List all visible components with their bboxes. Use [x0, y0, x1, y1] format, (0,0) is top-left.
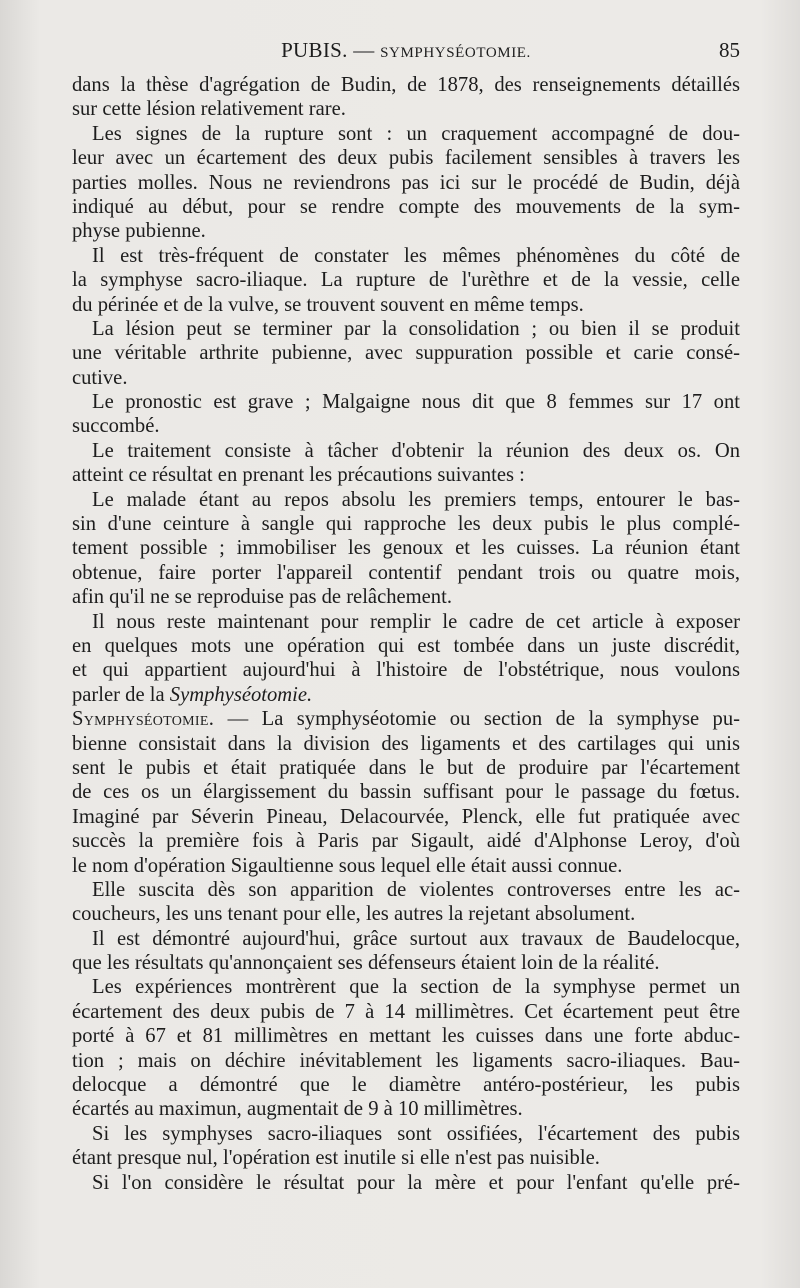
- line-text: sin d'une ceinture à sangle qui rapproche les deux pubis le plus complé-: [72, 513, 740, 536]
- text-line: [72, 1049, 740, 1073]
- line-text: physe pubienne.: [72, 220, 206, 243]
- line-text: Il est démontré aujourd'hui, grâce surtout aux travaux de Baudelocque,: [92, 927, 740, 950]
- text-line: [72, 732, 740, 756]
- text-line: [72, 244, 740, 268]
- line-text: afin qu'il ne se reproduise pas de relâchement.: [72, 586, 452, 609]
- text-line: [72, 171, 740, 195]
- text-line: [72, 488, 740, 512]
- text-line: [72, 927, 740, 951]
- text-line: [72, 536, 740, 560]
- text-line: [72, 97, 740, 121]
- line-text: parties molles. Nous ne reviendrons pas ici sur le procédé de Budin, déjà: [72, 171, 740, 194]
- text-line: [72, 780, 740, 804]
- text-line: [72, 585, 740, 609]
- italic-term: Symphyséotomie.: [169, 683, 313, 706]
- text-line: [72, 341, 740, 365]
- text-line: [72, 268, 740, 292]
- line-text: Les expériences montrèrent que la section de la symphyse permet un: [92, 976, 740, 999]
- line-text: leur avec un écartement des deux pubis facilement sensibles à travers les: [72, 147, 740, 170]
- line-text: succombé.: [72, 415, 160, 438]
- text-line: [72, 512, 740, 536]
- line-text: Si l'on considère le résultat pour la mère et pour l'enfant qu'elle pré-: [92, 1171, 740, 1194]
- line-text: en quelques mots une opération qui est tombée dans un juste discrédit,: [72, 634, 740, 657]
- text-line: [72, 293, 740, 317]
- running-title-main: PUBIS. —: [281, 38, 375, 62]
- text-line: [72, 195, 740, 219]
- text-line: [72, 634, 740, 658]
- line-text: la symphyse sacro-iliaque. La rupture de l'urèthre et de la vessie, celle: [72, 269, 740, 292]
- line-text: Les signes de la rupture sont : un craquement accompagné de dou-: [92, 122, 740, 145]
- line-text: Le pronostic est grave ; Malgaigne nous dit que 8 femmes sur 17 ont: [92, 391, 740, 414]
- text-line: [72, 902, 740, 926]
- page-number: 85: [719, 38, 740, 62]
- line-text: bienne consistait dans la division des ligaments et des cartilages qui unis: [72, 732, 740, 755]
- text-line: [72, 414, 740, 438]
- text-line: [72, 1073, 740, 1097]
- line-text: dans la thèse d'agrégation de Budin, de 1878, des renseignements détaillés: [72, 74, 740, 96]
- running-head: [72, 38, 740, 68]
- line-text: une véritable arthrite pubienne, avec suppuration possible et carie consé-: [72, 342, 740, 365]
- line-text: parler de la: [72, 683, 165, 706]
- line-text: obtenue, faire porter l'appareil contentif pendant trois ou quatre mois,: [72, 561, 740, 584]
- line-text: succès la première fois à Paris par Sigault, aidé d'Alphonse Leroy, d'où: [72, 830, 740, 853]
- text-line: [72, 561, 740, 585]
- section-heading: Symphyséotomie.: [72, 708, 215, 731]
- line-text: du périnée et de la vulve, se trouvent souvent en même temps.: [72, 293, 584, 316]
- text-line: [72, 658, 740, 682]
- line-text: Elle suscita dès son apparition de violentes controverses entre les ac-: [92, 878, 740, 901]
- line-text: sur cette lésion relativement rare.: [72, 98, 346, 121]
- line-text: cutive.: [72, 366, 128, 389]
- line-text: Si les symphyses sacro-iliaques sont ossifiées, l'écartement des pubis: [92, 1122, 740, 1145]
- line-text: Le malade étant au repos absolu les premiers temps, entourer le bas-: [92, 488, 740, 511]
- line-text: écartement des deux pubis de 7 à 14 millimètres. Cet écartement peut être: [72, 1000, 740, 1023]
- line-text: Il est très-fréquent de constater les mêmes phénomènes du côté de: [92, 244, 740, 267]
- text-line: [72, 463, 740, 487]
- body-text: [72, 73, 740, 1195]
- line-text: atteint ce résultat en prenant les précautions suivantes :: [72, 464, 525, 487]
- running-title-sub: SYMPHYSÉOTOMIE.: [380, 45, 531, 61]
- text-line: [72, 73, 740, 97]
- text-line: [72, 951, 740, 975]
- text-line: [72, 1146, 740, 1170]
- text-line: [72, 756, 740, 780]
- text-line: [72, 1000, 740, 1024]
- text-line: [72, 829, 740, 853]
- line-text: tement possible ; immobiliser les genoux et les cuisses. La réunion étant: [72, 537, 740, 560]
- text-line: [72, 878, 740, 902]
- line-text: — La symphyséotomie ou section de la symphyse pu-: [227, 708, 740, 731]
- text-line: [72, 805, 740, 829]
- text-line: [72, 854, 740, 878]
- text-line: [72, 366, 740, 390]
- text-line: [72, 390, 740, 414]
- line-text: Il nous reste maintenant pour remplir le cadre de cet article à exposer: [92, 610, 740, 633]
- line-text: sent le pubis et était pratiquée dans le but de produire par l'écartement: [72, 756, 740, 779]
- text-line: [72, 146, 740, 170]
- line-text: et qui appartient aujourd'hui à l'histoire de l'obstétrique, nous voulons: [72, 659, 740, 682]
- line-text: Imaginé par Séverin Pineau, Delacourvée, Plenck, elle fut pratiquée avec: [72, 805, 740, 828]
- text-line: [72, 1171, 740, 1195]
- text-line: [72, 610, 740, 634]
- line-text: le nom d'opération Sigaultienne sous lequel elle était aussi connue.: [72, 854, 623, 877]
- text-line: [72, 219, 740, 243]
- line-text: tion ; mais on déchire inévitablement les ligaments sacro-iliaques. Bau-: [72, 1049, 740, 1072]
- line-text: que les résultats qu'annonçaient ses défenseurs étaient loin de la réalité.: [72, 952, 660, 975]
- line-text: delocque a démontré que le diamètre antéro-postérieur, les pubis: [72, 1074, 740, 1097]
- line-text: de ces os un élargissement du bassin suffisant pour le passage du fœtus.: [72, 781, 740, 804]
- text-line: [72, 975, 740, 999]
- line-text: Le traitement consiste à tâcher d'obtenir la réunion des deux os. On: [92, 439, 740, 462]
- line-text: porté à 67 et 81 millimètres en mettant les cuisses dans une forte abduc-: [72, 1025, 740, 1048]
- text-line: [72, 1097, 740, 1121]
- text-line: [72, 1122, 740, 1146]
- line-text: coucheurs, les uns tenant pour elle, les autres la rejetant absolument.: [72, 903, 636, 926]
- text-line: [72, 439, 740, 463]
- running-title: [72, 38, 740, 63]
- text-line: [72, 707, 740, 731]
- text-line: [72, 122, 740, 146]
- text-line: [72, 683, 740, 707]
- line-text: écartés au maximun, augmentait de 9 à 10 millimètres.: [72, 1098, 523, 1121]
- line-text: étant presque nul, l'opération est inutile si elle n'est pas nuisible.: [72, 1147, 600, 1170]
- text-line: [72, 1024, 740, 1048]
- text-line: [72, 317, 740, 341]
- line-text: La lésion peut se terminer par la consolidation ; ou bien il se produit: [92, 317, 740, 340]
- line-text: indiqué au début, pour se rendre compte des mouvements de la sym-: [72, 195, 740, 218]
